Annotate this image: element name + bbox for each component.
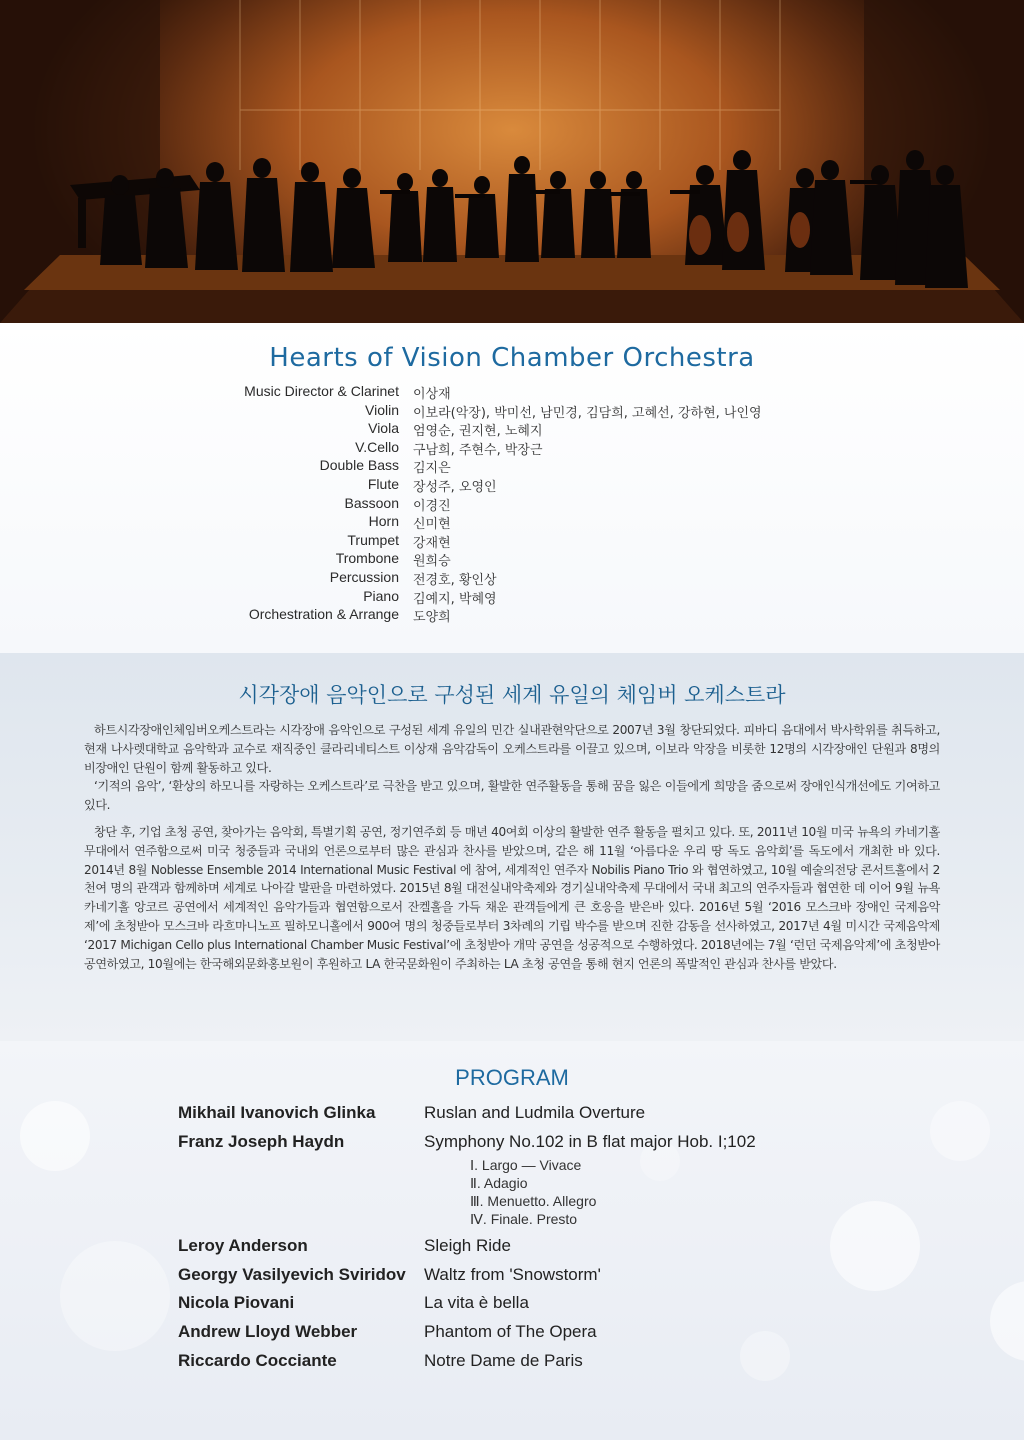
roster-role: Double Bass — [319, 457, 399, 474]
composer: Leroy Anderson — [178, 1236, 308, 1255]
roster-row — [0, 439, 1024, 457]
stage-illustration — [0, 0, 1024, 323]
roster-names: 신미현 — [413, 517, 451, 533]
roster-names: 이상재 — [413, 387, 451, 402]
movement: Ⅳ. Finale. Presto — [470, 1211, 578, 1227]
roster-names: 구남희, 주현수, 박장근 — [413, 442, 543, 458]
orchestra-photo — [0, 0, 1024, 323]
roster-role: Percussion — [329, 569, 399, 585]
roster-row — [0, 588, 1024, 606]
bokeh-decoration — [20, 1101, 90, 1171]
roster-role: Piano — [363, 587, 399, 604]
roster-section — [0, 323, 1024, 653]
program-section — [0, 1041, 1024, 1440]
work-title: Notre Dame de Paris — [424, 1351, 583, 1370]
description-body — [84, 721, 940, 973]
roster-row — [0, 495, 1024, 513]
work-title: La vita è bella — [424, 1293, 529, 1312]
roster-names: 이보라(악장), 박미선, 남민경, 김담희, 고혜선, 강하현, 나인영 — [413, 405, 762, 421]
bokeh-decoration — [740, 1331, 790, 1381]
roster-role: Trombone — [335, 550, 399, 567]
work-title: Waltz from 'Snowstorm' — [424, 1265, 601, 1284]
composer: Andrew Lloyd Webber — [178, 1322, 358, 1341]
composer: Franz Joseph Haydn — [178, 1132, 345, 1151]
orchestra-title: Hearts of Vision Chamber Orchestra — [269, 343, 755, 373]
description-paragraph: 하트시각장애인체임버오케스트라는 시각장애 음악인으로 구성된 세계 유일의 민간 실내관현악단으로 2007년 3월 창단되었다. 피바디 음대에서 박사학위를 취득하고, 현재 나사렛대학교 음악학과 교수로 재직중인 클라리네티스트 이상재 음악감독이 오케스트라를 이끌고 있으며, 이보라 악장을 비롯한 12명의 시각장애인 단원과 8명의 비장애인 단원이 함께 활동하고 있다. — [84, 723, 940, 775]
roster-role: Orchestration & Arrange — [248, 606, 399, 623]
movement: Ⅱ. Adagio — [470, 1175, 528, 1191]
roster-role: Violin — [365, 401, 399, 418]
bokeh-decoration — [830, 1201, 920, 1291]
roster-row — [0, 513, 1024, 531]
bokeh-decoration — [930, 1101, 990, 1161]
roster-role: Viola — [368, 420, 399, 437]
roster-row — [0, 457, 1024, 475]
movement: Ⅰ. Largo — Vivace — [470, 1157, 582, 1173]
roster-row — [0, 420, 1024, 438]
roster-role: Trumpet — [347, 531, 399, 548]
roster-row — [0, 476, 1024, 494]
composer: Nicola Piovani — [178, 1293, 295, 1312]
composer: Mikhail Ivanovich Glinka — [178, 1103, 376, 1122]
work-title: Symphony No.102 in B flat major Hob. I;102 — [424, 1132, 756, 1151]
bokeh-decoration — [990, 1281, 1024, 1361]
roster-names: 원희승 — [413, 554, 451, 570]
roster-role: Music Director & Clarinet — [244, 383, 399, 399]
roster-names: 엄영순, 권지현, 노혜지 — [413, 424, 543, 440]
roster-row — [0, 550, 1024, 568]
roster-names: 전경호, 황인상 — [413, 573, 497, 588]
bokeh-decoration — [60, 1241, 170, 1351]
roster-role: Bassoon — [344, 494, 399, 511]
roster-row — [0, 402, 1024, 420]
roster-role: Flute — [367, 476, 399, 492]
description-paragraph: ‘기적의 음악’, ‘환상의 하모니를 자랑하는 오케스트라’로 극찬을 받고 있으며, 활발한 연주활동을 통해 꿈을 잃은 이들에게 희망을 줌으로써 장애인식개선에도 기여하고 있다. — [84, 779, 940, 813]
roster-names: 강재현 — [413, 535, 451, 551]
roster-row — [0, 532, 1024, 550]
work-title: Ruslan and Ludmila Overture — [424, 1103, 646, 1122]
composer: Riccardo Cocciante — [178, 1351, 337, 1370]
work-title: Sleigh Ride — [424, 1236, 511, 1255]
roster-names: 김지은 — [413, 461, 451, 477]
roster-role: Horn — [368, 513, 399, 530]
description-paragraph: 창단 후, 기업 초청 공연, 찾아가는 음악회, 특별기획 공연, 정기연주회 등 매년 40여회 이상의 활발한 연주 활동을 펼치고 있다. 또, 2011년 10월 미국 뉴욕의 카네기홀 무대에서 연주함으로써 미국 청중들과 국내외 언론으로부터 많은 관심과 찬사를 받았으며, 같은 해 11월 ‘아름다운 우리 땅 독도 음악회’를 독도에서 개최한 바 있다. 2014년 8월 Noblesse Ensemble 2014 International Music Festival 에 참여, 세계적인 연주자 Nobilis Piano Trio 와 협연하였고, 10월 예술의전당 콘서트홀에서 2천여 명의 관객과 함께하며 세계로 나아갈 발판을 마련하였다. 2015년 8월 대전실내악축제와 경기실내악축제 무대에서 국내 최고의 연주자들과 협연한 데 이어 9월 뉴욕 카네기홀 앙코르 공연에서 세계적인 음악가들과 협연함으로서 잔켈홀을 가득 채운 관객들에게 큰 호응을 받은바 있다. 2016년 5월 ‘2016 모스크바 장애인 국제음악제’에 초청받아 모스크바 라흐마니노프 필하모니홀에서 900여 명의 청중들로부터 3차례의 기립 박수를 받으며 진한 감동을 선사하였고, 2017년 4월 미시간 국제음악제 ‘2017 Michigan Cello plus International Chamber Music Festival’에 초청받아 개막 공연을 성공적으로 수행하였다. 2018년에는 7월 ‘런던 국제음악제’에 초청받아 공연하였고, 10월에는 한국해외문화홍보원이 후원하고 LA 한국문화원이 주최하는 LA 초청 공연을 통해 현지 언론의 폭발적인 관심과 찬사를 받았다. — [84, 824, 940, 971]
description-title: 시각장애 음악인으로 구성된 세계 유일의 체임버 오케스트라 — [238, 683, 786, 707]
roster-row — [0, 606, 1024, 624]
composer: Georgy Vasilyevich Sviridov — [178, 1265, 406, 1284]
description-section — [0, 653, 1024, 1041]
roster-names: 도양희 — [413, 610, 451, 626]
roster-row — [0, 383, 1024, 401]
roster-row — [0, 569, 1024, 587]
roster-names: 이경진 — [413, 498, 451, 514]
roster-names: 장성주, 오영인 — [413, 480, 497, 495]
work-title: Phantom of The Opera — [424, 1322, 597, 1341]
roster-role: V.Cello — [355, 438, 399, 455]
roster-names: 김예지, 박혜영 — [413, 591, 497, 607]
program-title: PROGRAM — [455, 1065, 569, 1090]
movement: Ⅲ. Menuetto. Allegro — [470, 1193, 597, 1209]
movement-list — [470, 1156, 596, 1228]
